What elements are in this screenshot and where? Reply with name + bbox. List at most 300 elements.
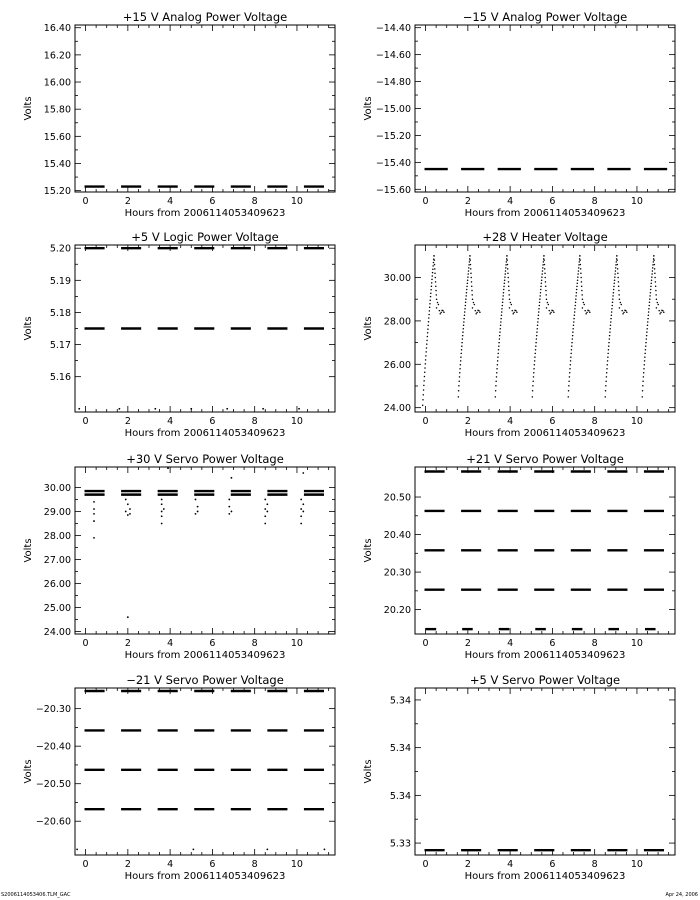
data-point [465, 295, 467, 297]
y-tick-label: 5.19 [49, 275, 71, 287]
data-point [513, 312, 515, 314]
data-point [577, 273, 579, 275]
data-point [605, 390, 607, 392]
data-point [427, 336, 429, 338]
data-point [610, 325, 612, 327]
data-point [435, 285, 437, 287]
data-point [532, 396, 534, 398]
data-point [429, 307, 431, 309]
data-point [469, 259, 471, 261]
data-point [226, 408, 228, 410]
data-point [607, 356, 609, 358]
data-point [651, 279, 653, 281]
data-point [428, 314, 430, 316]
data-point [612, 295, 614, 297]
data-point [161, 511, 163, 513]
y-tick-label: 24.00 [383, 403, 411, 415]
data-point [617, 268, 619, 270]
plot-frame [415, 245, 675, 412]
x-axis-label: Hours from 2006114053409623 [464, 650, 626, 661]
chart-4 [363, 230, 675, 439]
data-point [642, 385, 644, 387]
data-point [432, 268, 434, 270]
data-point [614, 283, 616, 285]
data-point [433, 262, 435, 264]
data-point [545, 285, 547, 287]
data-point [614, 276, 616, 278]
data-point [93, 501, 95, 503]
data-point [582, 307, 584, 309]
data-point [607, 364, 609, 366]
data-point [656, 307, 658, 309]
data-point [653, 258, 655, 260]
chart-8 [363, 673, 675, 882]
data-point [425, 355, 427, 357]
data-point [553, 311, 555, 313]
data-point [572, 335, 574, 337]
data-point [646, 335, 648, 337]
data-point [300, 499, 302, 501]
data-point [533, 372, 535, 374]
data-point [584, 304, 586, 306]
y-axis-label: Volts [363, 759, 374, 784]
y-tick-label: 15.40 [43, 158, 71, 170]
chart-6 [363, 452, 675, 661]
data-point [264, 508, 266, 510]
y-tick-label: −14.60 [375, 50, 411, 62]
y-tick-label: 15.60 [43, 131, 71, 143]
data-point [626, 311, 628, 313]
data-point [435, 290, 437, 292]
data-point [662, 310, 664, 312]
data-point [476, 312, 478, 314]
data-point [468, 267, 470, 269]
data-point [424, 367, 426, 369]
data-point [546, 298, 548, 300]
x-tick-label: 6 [209, 638, 216, 649]
data-point [647, 321, 649, 323]
data-point [424, 371, 426, 373]
data-point [644, 364, 646, 366]
data-point [534, 364, 536, 366]
data-point [544, 272, 546, 274]
data-point [545, 290, 547, 292]
plot-frame [75, 688, 335, 855]
y-tick-label: 29.00 [43, 506, 71, 518]
chart-title: −21 V Servo Power Voltage [126, 673, 284, 687]
data-point [617, 264, 619, 266]
data-point [302, 511, 304, 513]
data-point [499, 331, 501, 333]
data-point [543, 258, 545, 260]
data-point [610, 318, 612, 320]
data-point [463, 325, 465, 327]
x-tick-label: 2 [464, 859, 471, 870]
data-point [231, 511, 233, 513]
data-point [512, 310, 514, 312]
data-point [648, 305, 650, 307]
y-tick-label: −14.80 [375, 77, 411, 89]
plot-frame [415, 688, 675, 855]
data-layer [78, 248, 324, 409]
x-tick-label: 10 [290, 638, 303, 649]
data-point [535, 342, 537, 344]
data-point [609, 328, 611, 330]
data-point [475, 313, 477, 315]
y-axis-label: Volts [23, 96, 34, 121]
data-point [641, 396, 643, 398]
data-point [579, 261, 581, 263]
data-point [93, 537, 95, 539]
data-point [577, 279, 579, 281]
x-tick-label: 6 [549, 416, 556, 427]
data-point [549, 313, 551, 315]
chart-3 [23, 230, 335, 439]
y-tick-label: 15.80 [43, 104, 71, 116]
data-point [568, 390, 570, 392]
data-point [655, 285, 657, 287]
data-point [504, 283, 506, 285]
data-point [617, 272, 619, 274]
x-tick-label: 0 [82, 416, 89, 427]
data-point [501, 311, 503, 313]
data-point [569, 376, 571, 378]
x-tick-label: 4 [507, 416, 514, 427]
data-point [458, 396, 460, 398]
data-point [197, 511, 199, 513]
data-point [575, 302, 577, 304]
data-point [619, 307, 621, 309]
x-tick-label: 8 [251, 638, 258, 649]
data-point [470, 272, 472, 274]
data-point [579, 258, 581, 260]
y-tick-label: 5.34 [389, 790, 411, 802]
data-point [502, 302, 504, 304]
chart-title: +5 V Servo Power Voltage [469, 673, 621, 687]
data-point [154, 408, 156, 410]
data-point [614, 279, 616, 281]
y-tick-label: 20.50 [383, 492, 411, 504]
data-point [472, 307, 474, 309]
data-point [508, 294, 510, 296]
data-point [432, 265, 434, 267]
x-tick-label: 10 [630, 416, 643, 427]
x-tick-label: 4 [507, 859, 514, 870]
data-point [462, 335, 464, 337]
data-point [440, 313, 442, 315]
data-point [615, 270, 617, 272]
data-point [499, 338, 501, 340]
data-point [503, 286, 505, 288]
data-point [495, 380, 497, 382]
data-point [431, 279, 433, 281]
data-point [507, 264, 509, 266]
data-point [575, 295, 577, 297]
data-point [537, 325, 539, 327]
data-point [570, 364, 572, 366]
data-point [539, 302, 541, 304]
data-point [644, 353, 646, 355]
x-tick-label: 8 [251, 196, 258, 207]
data-point [571, 345, 573, 347]
data-point [654, 264, 656, 266]
chart-2 [363, 10, 675, 219]
footer-date-label: Apr 24, 2006 [665, 892, 698, 898]
data-point [431, 286, 433, 288]
x-tick-label: 8 [591, 638, 598, 649]
data-point [471, 290, 473, 292]
data-point [543, 255, 545, 257]
data-point [663, 311, 665, 313]
data-point [648, 315, 650, 317]
x-tick-label: 6 [549, 196, 556, 207]
data-point [436, 307, 438, 309]
data-point [503, 289, 505, 291]
data-point [646, 331, 648, 333]
data-point [463, 318, 465, 320]
data-point [615, 267, 617, 269]
data-point [459, 372, 461, 374]
data-point [581, 294, 583, 296]
data-point [471, 285, 473, 287]
data-point [499, 335, 501, 337]
data-point [532, 390, 534, 392]
y-tick-label: 26.00 [43, 579, 71, 591]
data-point [576, 289, 578, 291]
data-point [300, 508, 302, 510]
data-point [540, 289, 542, 291]
data-point [578, 264, 580, 266]
data-point [503, 292, 505, 294]
data-point [129, 513, 131, 515]
y-axis-label: Volts [363, 316, 374, 341]
data-point [586, 312, 588, 314]
data-point [570, 356, 572, 358]
data-point [500, 325, 502, 327]
y-tick-label: −15.60 [375, 184, 411, 196]
y-tick-label: 27.00 [43, 555, 71, 567]
data-point [434, 264, 436, 266]
data-point [579, 259, 581, 261]
data-point [655, 290, 657, 292]
data-point [577, 276, 579, 278]
data-layer [85, 467, 324, 618]
data-point [423, 385, 425, 387]
data-point [510, 302, 512, 304]
data-point [472, 298, 474, 300]
data-point [655, 294, 657, 296]
data-point [423, 389, 425, 391]
data-point [467, 276, 469, 278]
data-point [615, 264, 617, 266]
data-point [570, 360, 572, 362]
data-point [608, 342, 610, 344]
data-point [427, 328, 429, 330]
data-point [437, 302, 439, 304]
x-tick-label: 8 [591, 416, 598, 427]
data-point [583, 302, 585, 304]
data-point [609, 335, 611, 337]
data-point [498, 342, 500, 344]
y-tick-label: 16.00 [43, 77, 71, 89]
data-point [467, 279, 469, 281]
data-point [614, 273, 616, 275]
data-point [568, 396, 570, 398]
x-tick-label: 4 [507, 638, 514, 649]
data-point [543, 261, 545, 263]
data-point [541, 276, 543, 278]
data-point [608, 349, 610, 351]
data-point [228, 513, 230, 515]
x-tick-label: 0 [422, 859, 429, 870]
data-point [622, 313, 624, 315]
x-tick-label: 2 [124, 859, 131, 870]
chart-title: −15 V Analog Power Voltage [462, 10, 628, 24]
y-axis-label: Volts [23, 538, 34, 563]
data-point [302, 503, 304, 505]
data-point [585, 313, 587, 315]
data-point [507, 272, 509, 274]
data-point [606, 376, 608, 378]
x-tick-label: 4 [167, 416, 174, 427]
data-point [504, 273, 506, 275]
y-tick-label: 5.18 [49, 307, 71, 319]
data-point [643, 376, 645, 378]
data-point [541, 273, 543, 275]
x-tick-label: 8 [251, 416, 258, 427]
data-point [435, 277, 437, 279]
data-point [652, 270, 654, 272]
data-point [471, 281, 473, 283]
data-point [606, 368, 608, 370]
x-tick-label: 0 [422, 196, 429, 207]
data-point [197, 506, 199, 508]
x-tick-label: 0 [82, 196, 89, 207]
data-point [536, 331, 538, 333]
data-point [581, 281, 583, 283]
data-point [509, 298, 511, 300]
data-point [473, 302, 475, 304]
data-point [426, 347, 428, 349]
y-tick-label: −14.40 [375, 23, 411, 35]
data-point [613, 286, 615, 288]
data-point [438, 304, 440, 306]
y-tick-label: 30.00 [383, 273, 411, 285]
data-point [653, 259, 655, 261]
data-point [474, 304, 476, 306]
data-point [469, 258, 471, 260]
data-point [464, 311, 466, 313]
data-point [497, 356, 499, 358]
y-tick-label: 5.33 [389, 838, 411, 850]
x-tick-label: 0 [422, 416, 429, 427]
data-point [426, 343, 428, 345]
x-tick-label: 4 [167, 196, 174, 207]
data-point [612, 302, 614, 304]
data-point [426, 340, 428, 342]
data-point [429, 310, 431, 312]
chart-title: +30 V Servo Power Voltage [126, 452, 284, 466]
data-point [655, 281, 657, 283]
y-tick-label: 24.00 [43, 627, 71, 639]
y-tick-label: 30.00 [43, 482, 71, 494]
data-point [502, 298, 504, 300]
data-point [542, 270, 544, 272]
data-point [533, 376, 535, 378]
y-axis-label: Volts [23, 759, 34, 784]
data-point [163, 508, 165, 510]
x-tick-label: 0 [82, 859, 89, 870]
y-tick-label: −20.40 [35, 741, 71, 753]
data-point [580, 277, 582, 279]
data-point [572, 338, 574, 340]
data-point [568, 385, 570, 387]
data-point [423, 394, 425, 396]
x-tick-label: 10 [290, 416, 303, 427]
data-point [506, 259, 508, 261]
data-point [511, 304, 513, 306]
data-point [575, 298, 577, 300]
data-point [440, 312, 442, 314]
x-tick-label: 10 [290, 196, 303, 207]
data-point [533, 368, 535, 370]
x-tick-label: 2 [464, 196, 471, 207]
data-point [537, 328, 539, 330]
data-point [324, 848, 326, 850]
data-point [427, 332, 429, 334]
data-point [505, 264, 507, 266]
data-point [589, 311, 591, 313]
data-point [611, 315, 613, 317]
data-point [195, 513, 197, 515]
data-point [650, 292, 652, 294]
data-point [578, 267, 580, 269]
data-point [463, 328, 465, 330]
data-point [540, 286, 542, 288]
x-tick-label: 2 [124, 196, 131, 207]
data-point [536, 338, 538, 340]
data-point [542, 264, 544, 266]
data-point [266, 848, 268, 850]
x-axis-label: Hours from 2006114053409623 [464, 871, 626, 882]
data-point [618, 281, 620, 283]
data-point [617, 277, 619, 279]
data-point [552, 310, 554, 312]
x-tick-label: 10 [290, 859, 303, 870]
data-point [432, 272, 434, 274]
x-tick-label: 6 [209, 859, 216, 870]
y-tick-label: −20.30 [35, 704, 71, 716]
data-point [610, 321, 612, 323]
data-point [574, 308, 576, 310]
data-point [578, 270, 580, 272]
y-tick-label: −20.50 [35, 779, 71, 791]
data-point [581, 290, 583, 292]
data-point [462, 338, 464, 340]
data-point [658, 310, 660, 312]
y-tick-label: 20.40 [383, 530, 411, 542]
data-point [93, 513, 95, 515]
y-tick-label: 16.20 [43, 50, 71, 62]
data-point [652, 267, 654, 269]
data-point [570, 353, 572, 355]
y-axis-label: Volts [363, 538, 374, 563]
data-point [266, 511, 268, 513]
data-point [505, 270, 507, 272]
data-point [644, 360, 646, 362]
y-tick-label: −15.40 [375, 157, 411, 169]
data-point [506, 261, 508, 263]
